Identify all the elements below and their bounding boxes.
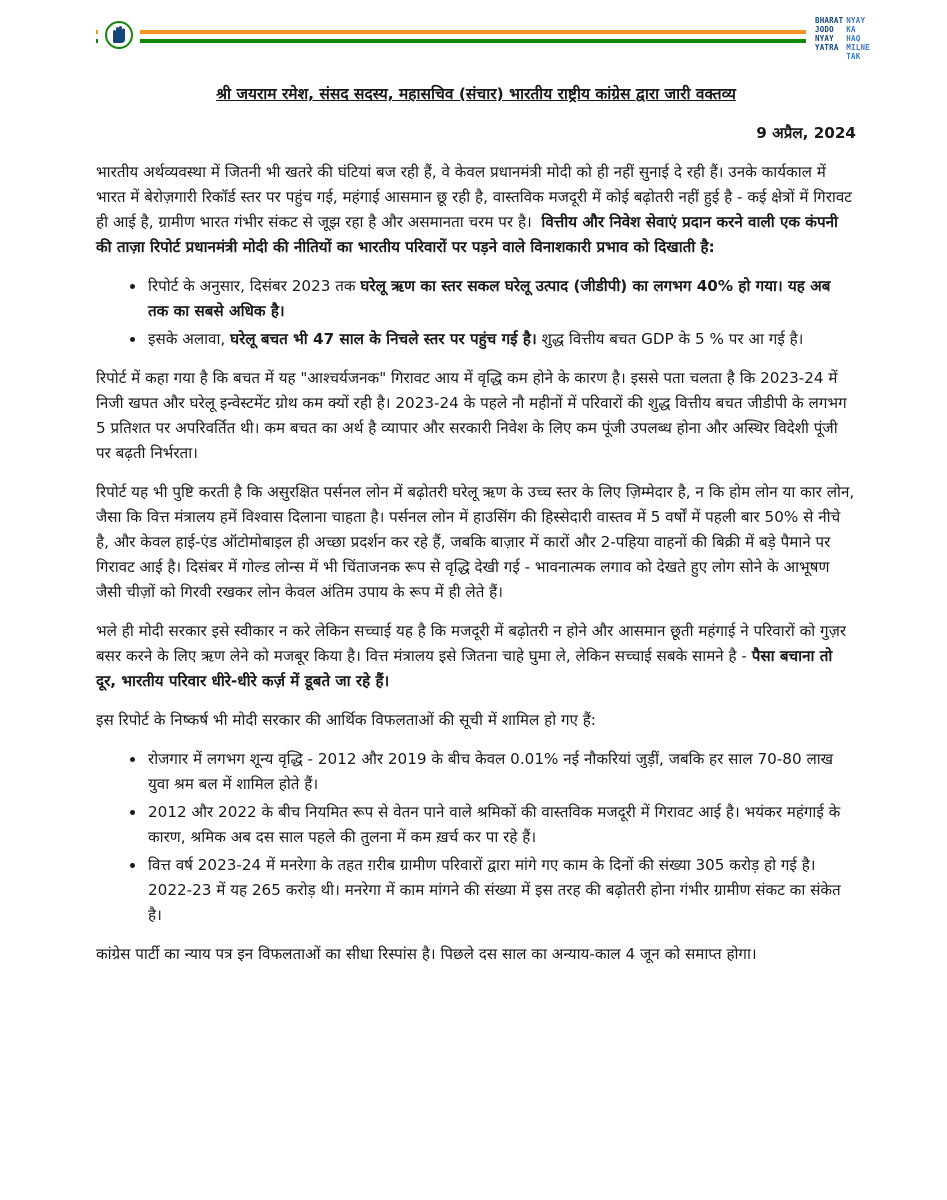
closing-paragraph: कांग्रेस पार्टी का न्याय पत्र इन विफलताओं का सीधा रिस्पांस है। पिछले दस साल का अन्याय-काल 4 जून को समाप्त होगा। — [96, 945, 757, 963]
report-findings-list — [96, 274, 856, 352]
debt-paragraph — [96, 619, 856, 694]
list-item-text: शुद्ध वित्तीय बचत GDP के 5 % पर आ गई है। — [536, 330, 804, 348]
brand-line: JODO — [815, 25, 834, 34]
savings-paragraph: रिपोर्ट में कहा गया है कि बचत में यह "आश्चर्यजनक" गिरावट आय में वृद्धि कम होने के कारण है। इससे पता चलता है कि 2023-24 में निजी खपत और घरेलू इन्वेस्टमेंट ग्रोथ कम क्यों रही है। 2023-24 के पहले नौ महीनों में परिवारों की शुद्ध वित्तीय बचत जीडीपी के लगभग 5 प्रतिशत पर अपरिवर्तित थी। कम बचत का अर्थ है व्यापार और सरकारी निवेश के लिए कम पूंजी उपलब्ध होना और अस्थिर विदेशी पूंजी पर बढ़ती निर्भरता। — [96, 369, 847, 462]
brand-line: NYAY — [815, 34, 834, 43]
brand-text-right — [846, 16, 870, 72]
intro-bold-text: वित्तीय और निवेश सेवाएं प्रदान करने वाली एक कंपनी की ताज़ा रिपोर्ट प्रधानमंत्री मोदी की नीतियों का भारतीय परिवारों पर पड़ने वाले विनाशकारी प्रभाव को दिखाती है: — [96, 213, 838, 256]
list-item-text: रिपोर्ट के अनुसार, दिसंबर 2023 तक — [148, 277, 361, 295]
brand-line: YATRA — [815, 43, 839, 52]
brand-text-left — [815, 16, 843, 72]
list-item — [146, 327, 856, 352]
list-item — [146, 274, 856, 324]
congress-hand-emblem-icon — [98, 18, 140, 52]
economic-failures-list — [96, 747, 856, 928]
intro-paragraph — [96, 160, 856, 260]
list-item: • रोजगार में लगभग शून्य वृद्धि - 2012 और 2019 के बीच केवल 0.01% नई नौकरियां जुड़ीं, जबकि हर साल 70-80 लाख युवा श्रम बल में शामिल होते हैं। — [146, 747, 856, 797]
statement-title: श्री जयराम रमेश, संसद सदस्य, महासचिव (संचार) भारतीय राष्ट्रीय कांग्रेस द्वारा जारी वक्तव्य — [216, 85, 736, 103]
list-item: • 2012 और 2022 के बीच नियमित रूप से वेतन पाने वाले श्रमिकों की वास्तविक मजदूरी में गिरावट आई है। भयंकर महंगाई के कारण, श्रमिक अब दस साल पहले की तुलना में कम ख़र्च कर पा रहे हैं। — [146, 800, 856, 850]
debt-text: भले ही मोदी सरकार इसे स्वीकार न करे लेकिन सच्चाई यह है कि मजदूरी में बढ़ोतरी न होने और आसमान छूती महंगाई ने परिवारों को गुज़र बसर करने के लिए ऋण लेने को मजबूर किया है। वित्त मंत्रालय इसे जितना चाहे घुमा ले, लेकिन सच्चाई सबके सामने है - — [96, 622, 847, 665]
tricolor-header-bar — [96, 30, 806, 43]
statement-date: 9 अप्रैल, 2024 — [756, 124, 856, 142]
brand-line: KA HAQ — [846, 25, 861, 43]
list-item-text: इसके अलावा, — [148, 330, 231, 348]
debt-bold-text: पैसा बचाना तो दूर, भारतीय परिवार धीरे-धीरे कर्ज़ में डूबते जा रहे हैं। — [96, 647, 833, 690]
list-item: • वित्त वर्ष 2023-24 में मनरेगा के तहत ग़रीब ग्रामीण परिवारों द्वारा मांगे गए काम के दिनों की संख्या 305 करोड़ हो गई है। 2022-23 में यह 265 करोड़ थी। मनरेगा में काम मांगने की संख्या में इस तरह की बढ़ोतरी होना गंभीर ग्रामीण संकट का संकेत है। — [146, 853, 856, 928]
statement-body — [96, 82, 856, 981]
list-item-bold: घरेलू बचत भी 47 साल के निचले स्तर पर पहुंच गई है। — [230, 330, 537, 348]
list-item-bold: घरेलू ऋण का स्तर सकल घरेलू उत्पाद (जीडीपी) का लगभग 40% हो गया। यह अब तक का सबसे अधिक है। — [148, 277, 831, 320]
intro-text: भारतीय अर्थव्यवस्था में जितनी भी खतरे की घंटियां बज रही हैं, वे केवल प्रधानमंत्री मोदी को ही नहीं सुनाई दे रही हैं। उनके कार्यकाल में भारत में बेरोज़गारी रिकॉर्ड स्तर पर पहुंच गई, महंगाई आसमान छू रही है, वास्तविक मजदूरी में कोई बढ़ोतरी नहीं हुई है - कई क्षेत्रों में गिरावट ही आई है, ग्रामीण भारत गंभीर संकट से जूझ रहा है और असमानता चरम पर है। — [96, 163, 852, 231]
brand-line: MILNE — [846, 43, 870, 52]
brand-line: NYAY — [846, 16, 866, 25]
personal-loan-paragraph: रिपोर्ट यह भी पुष्टि करती है कि असुरक्षित पर्सनल लोन में बढ़ोतरी घरेलू ऋण के उच्च स्तर के लिए ज़िम्मेदार है, न कि होम लोन या कार लोन, जैसा कि वित्त मंत्रालय हमें विश्वास दिलाना चाहता है। पर्सनल लोन में हाउसिंग की हिस्सेदारी वास्तव में 5 वर्षों में पहली बार 50% से नीचे है, और केवल हाई-एंड ऑटोमोबाइल ही अच्छा प्रदर्शन कर रहे हैं, जबकि बाज़ार में कारों और 2-पहिया वाहनों की बिक्री में बड़े पैमाने पर गिरावट आई है। दिसंबर में गोल्ड लोन्स में भी चिंताजनक रूप से वृद्धि देखी गई - भावनात्मक लगाव को देखते हुए लोग सोने के आभूषण जैसी चीज़ों को गिरवी रखकर लोन केवल अंतिम उपाय के रूप में ही लेते हैं। — [96, 483, 855, 601]
green-band — [96, 39, 806, 43]
brand-line: TAK — [846, 52, 861, 61]
bharat-jodo-nyay-yatra-logo — [815, 16, 870, 72]
brand-line: BHARAT — [815, 16, 844, 25]
failures-intro-paragraph: इस रिपोर्ट के निष्कर्ष भी मोदी सरकार की आर्थिक विफलताओं की सूची में शामिल हो गए हैं: — [96, 711, 596, 729]
